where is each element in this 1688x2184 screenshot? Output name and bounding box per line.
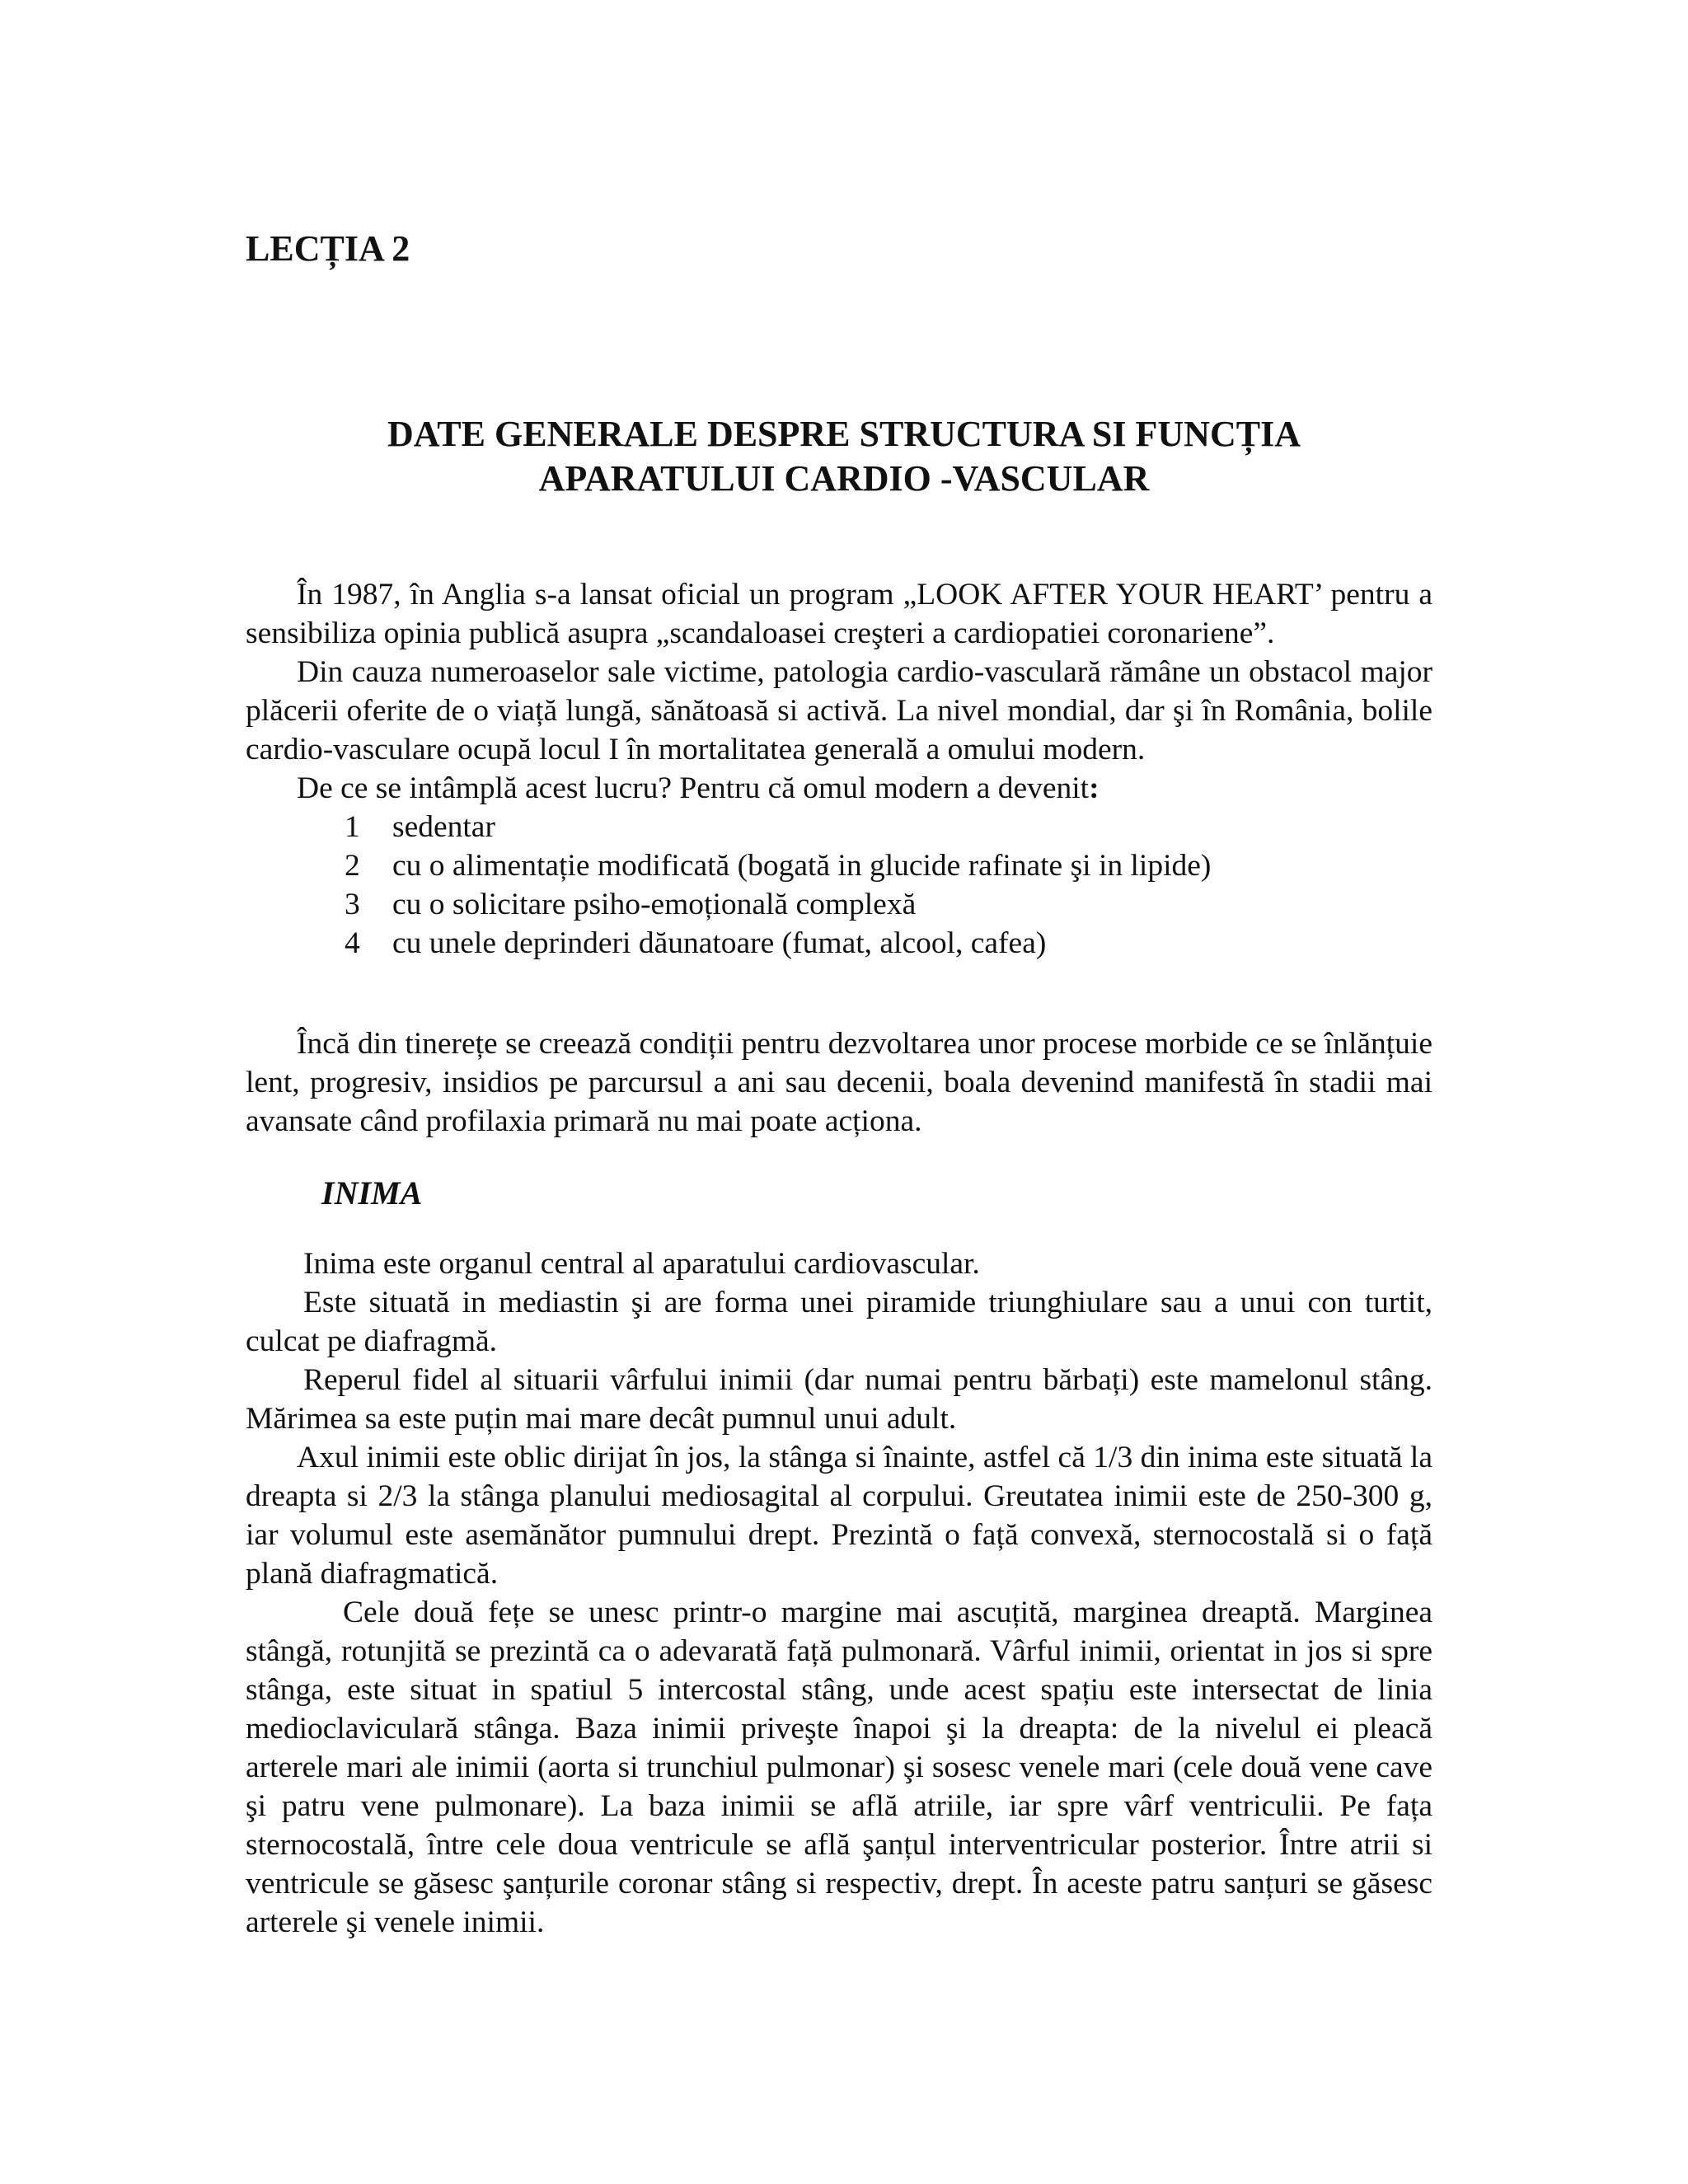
intro-question-colon: :	[1089, 771, 1100, 805]
lesson-title: LECȚIA 2	[246, 228, 410, 269]
chapter-title	[246, 412, 1442, 501]
intro-section	[246, 575, 1432, 963]
intro-paragraph-2: Din cauza numeroaselor sale victime, patologia cardio-vasculară rămâne un obstacol major plăcerii oferite de o viață lungă, sănătoasă si activă. La nivel mondial, dar şi în România, bolile cardio-vasculare ocupă locul I în mortalitatea generală a omului modern.	[246, 655, 1432, 766]
section-heading-inima: INIMA	[321, 1174, 423, 1212]
inima-paragraph-5: Cele două fețe se unesc printr-o margine mai ascuțită, marginea dreaptă. Marginea stângă, rotunjită se prezintă ca o adevarată față pulmonară. Vârful inimii, orientat in jos si spre stânga, este situat in spatiul 5 intercostal stâng, unde acest spațiu este intersectat de linia medioclaviculară stânga. Baza inimii priveşte înapoi şi la dreapta: de la nivelul ei pleacă arterele mari ale inimii (aorta si trunchiul pulmonar) şi sosesc venele mari (cele două vene cave şi patru vene pulmonare). La baza inimii se află atriile, iar spre vârf ventriculii. Pe fața sternocostală, între cele doua ventricule se află şanțul interventricular posterior. Între atrii si ventricule se găsesc şanțurile coronar stâng si respectiv, drept. În aceste patru sanțuri se găsesc arterele şi venele inimii.	[246, 1596, 1432, 1939]
list-item	[246, 885, 1432, 924]
list-item	[246, 846, 1432, 885]
list-item-text: cu o alimentație modificată (bogată in glucide rafinate şi in lipide)	[392, 849, 1212, 883]
list-item-text: sedentar	[392, 810, 495, 844]
inima-paragraph-1: Inima este organul central al aparatului cardiovascular.	[303, 1247, 980, 1281]
intro-question	[246, 769, 1432, 808]
numbered-list	[246, 808, 1432, 963]
chapter-title-line-2: APARATULUI CARDIO -VASCULAR	[538, 458, 1150, 499]
development-section	[246, 1024, 1432, 1141]
intro-paragraph-1: În 1987, în Anglia s-a lansat oficial un program „LOOK AFTER YOUR HEART’ pentru a sensibiliza opinia publică asupra „scandaloasei creşteri a cardiopatiei coronariene”.	[246, 578, 1432, 650]
inima-paragraph-3: Reperul fidel al situarii vârfului inimii (dar numai pentru bărbați) este mamelonul stâng. Mărimea sa este puțin mai mare decât pumnul unui adult.	[246, 1363, 1432, 1436]
list-item	[246, 924, 1432, 963]
list-item-number: 4	[345, 926, 360, 960]
list-item	[246, 808, 1432, 846]
development-paragraph: Încă din tinerețe se creează condiții pentru dezvoltarea unor procese morbide ce se înlănțuie lent, progresiv, insidios pe parcursul a ani sau decenii, boala devenind manifestă în stadii mai avansate când profilaxia primară nu mai poate acționa.	[246, 1027, 1432, 1138]
chapter-title-line-1: DATE GENERALE DESPRE STRUCTURA SI FUNCȚIA	[387, 414, 1301, 454]
list-item-number: 1	[345, 810, 360, 844]
list-item-number: 2	[345, 849, 360, 883]
inima-paragraph-2: Este situată in mediastin şi are forma unei piramide triunghiulare sau a unui con turtit, culcat pe diafragmă.	[246, 1286, 1432, 1358]
inima-section	[246, 1244, 1432, 1942]
inima-paragraph-4: Axul inimii este oblic dirijat în jos, la stânga si înainte, astfel că 1/3 din inima este situată la dreapta si 2/3 la stânga planului mediosagital al corpului. Greutatea inimii este de 250-300 g, iar volumul este asemănător pumnului drept. Prezintă o față convexă, sternocostală si o față plană diafragmatică.	[246, 1441, 1432, 1591]
list-item-text: cu o solicitare psiho-emoțională complexă	[392, 888, 917, 921]
list-item-number: 3	[345, 888, 360, 921]
list-item-text: cu unele deprinderi dăunatoare (fumat, alcool, cafea)	[392, 926, 1047, 960]
intro-question-text: De ce se intâmplă acest lucru? Pentru că omul modern a devenit	[297, 771, 1090, 805]
